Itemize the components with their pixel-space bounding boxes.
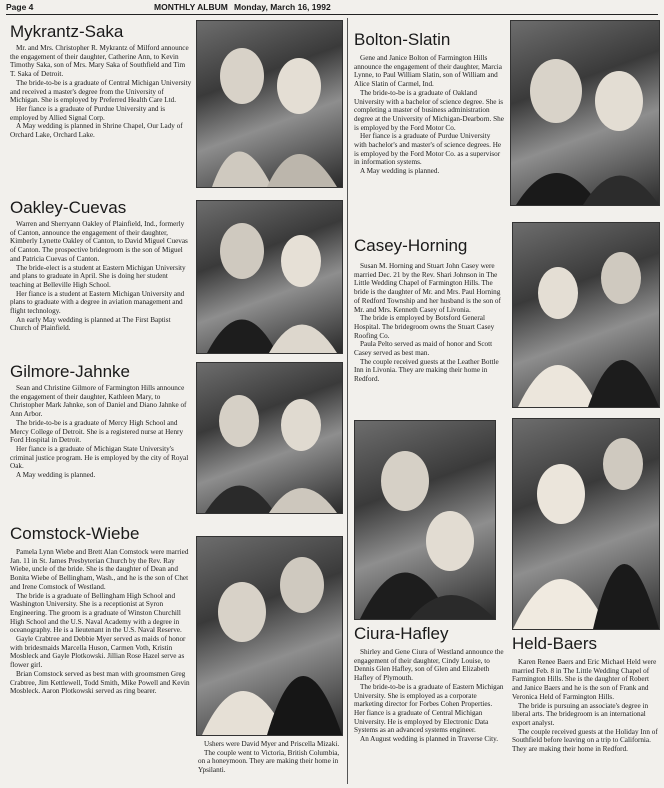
section-name: MONTHLY ALBUM	[154, 2, 228, 12]
paragraph: Her fiance is a student at Eastern Michigan University and plans to graduate with a degree in aviation management and flight technology.	[10, 289, 185, 316]
comstock-wiebe-text	[10, 548, 192, 784]
column-divider	[347, 18, 348, 784]
bolton-slatin-heading: Bolton-Slatin	[354, 30, 451, 49]
mykrantz-saka-photo	[196, 20, 343, 188]
ciura-hafley-photo	[354, 420, 496, 620]
paragraph: The bride-to-be is a graduate of Eastern Michigan University. She is employed as a corporate marketing director for Forbes Cohen Properties. Her fiance is a graduate of Central Michigan University. He is employed by Electronic Data Systems as an advanced systems engineer.	[354, 682, 504, 735]
paragraph: Her fiance is a graduate of Purdue University with bachelor's and master's of science degrees. He is employed by the Ford Motor Co. as a supervisor in information systems.	[354, 132, 502, 167]
bolton-slatin-text	[354, 54, 504, 214]
paragraph: Sean and Christine Gilmore of Farmington Hills announce the engagement of their daughter, Kathleen Mary, to Christopher Mark Jahnke, son of Daniel and Diano Jahnke of Ann Arbor.	[10, 384, 187, 419]
mykrantz-saka-heading: Mykrantz-Saka	[10, 22, 124, 41]
paragraph: Warren and Sherryann Oakley of Plainfield, Ind., formerly of Canton, announce the engagement of their daughter, Kimberly Lynette Oakley of Canton, to David Miguel Cuevas of Canton. The prospective bridegroom is the son of Miguel and Patricia Cuevas of Canton.	[10, 220, 188, 263]
paragraph: Gayle Crabtree and Debbie Myer served as maids of honor with bridesmaids Marcella Huson, Carmen Voth, Kristin Mosbleck and Gayle Plotkowski. Jillian Rose Hazel serve as flower girl.	[10, 635, 186, 670]
gilmore-jahnke-photo	[196, 362, 343, 514]
gilmore-jahnke-text	[10, 384, 194, 514]
comstock-wiebe-heading: Comstock-Wiebe	[10, 524, 140, 543]
paragraph: The couple received guests at the Leather Bottle Inn in Livonia. They are making their home in Redford.	[354, 357, 499, 384]
held-baers-text	[512, 658, 658, 784]
paragraph: Mr. and Mrs. Christopher R. Mykrantz of Milford announce the engagement of their daughter, Catherine Ann, to Kevin Timothy Saka, son of Mrs. Mary Saka of Southfield and Tim T. Saka of Detroit.	[10, 44, 189, 79]
ciura-hafley-text	[354, 648, 504, 784]
held-baers-photo	[512, 418, 660, 630]
page-number: Page 4	[6, 2, 34, 12]
bolton-slatin-photo	[510, 20, 660, 206]
casey-horning-text	[354, 262, 506, 412]
paragraph: Shirley and Gene Ciura of Westland announce the engagement of their daughter, Cindy Louise, to Dennis Glen Hafley, son of Glen and Elizabeth Hafley of Plymouth.	[354, 648, 504, 683]
issue-date: Monday, March 16, 1992	[234, 2, 331, 12]
casey-horning-photo	[512, 222, 660, 408]
casey-horning-heading: Casey-Horning	[354, 236, 468, 255]
paragraph: Her fiance is a graduate of Purdue University and is employed by Allied Signal Corp.	[10, 104, 166, 122]
oakley-cuevas-photo	[196, 200, 343, 354]
oakley-cuevas-heading: Oakley-Cuevas	[10, 198, 127, 217]
paragraph: The bride-elect is a student at Eastern Michigan University and plans to graduate in April. She is doing her student teaching at Belleville High School.	[10, 263, 186, 289]
paragraph: Pamela Lynn Wiebe and Brett Alan Comstock were married Jan. 11 in St. James Presbyterian Church by the Rev. Ray Wiebe, uncle of the bride. She is the daughter of Dean and Bonita Wiebe of Bellingham, Wash., and he is the son of Chet and Irene Comstock of Westland.	[10, 548, 189, 591]
paragraph: Paula Pelto served as maid of honor and Scott Casey served as best man.	[354, 340, 493, 358]
paragraph: Susan M. Horning and Stuart John Casey were married Dec. 21 by the Rev. Shari Johnson in The Little Wedding Chapel of Farmington Hills. The bride is the daughter of Mr. and Mrs. Paul Horning of Redford Township and her husband is the son of Mr. and Mrs. Kenneth Casey of Livonia.	[354, 262, 501, 314]
paragraph: Her fiance is a graduate of Michigan State University's criminal justice program. He is employed by the city of Royal Oak.	[10, 444, 189, 471]
paragraph: The bride-to-be is a graduate of Oakland University with a bachelor of science degree. She is completing a master of business administration degree at the University of Michigan-Dearborn. She is employed by the Ford Motor Co.	[354, 88, 504, 132]
gilmore-jahnke-heading: Gilmore-Jahnke	[10, 362, 130, 381]
paragraph: Brian Comstock served as best man with groomsmen Greg Crabtree, Jim Kettlewell, Todd Smith, Mike Powell and Kevin Mosbleck. Aaron Plotkowski served as ring bearer.	[10, 669, 190, 696]
comstock-wiebe-photo	[196, 536, 343, 736]
paragraph: The bride-to-be is a graduate of Mercy High School and Mercy College of Detroit. She is a registered nurse at Henry Ford Hospital in Detroit.	[10, 418, 184, 445]
page-header	[6, 2, 658, 15]
paragraph: Gene and Janice Bolton of Farmington Hills announce the engagement of their daughter, Marcia Lynne, to Paul William Slatin, son of William and Alice Slatin of Carmel, Ind.	[354, 54, 502, 89]
paragraph: An August wedding is planned in Traverse City.	[360, 735, 499, 744]
paragraph: Karen Renee Baers and Eric Michael Held were married Feb. 8 in The Little Wedding Chapel of Farmington Hills. She is the daughter of Robert and Janice Baers and he is the son of Frank and Veronica Held of Farmington Hills.	[512, 658, 657, 701]
paragraph: A May wedding is planned in Shrine Chapel, Our Lady of Orchard Lake, Orchard Lake.	[10, 122, 183, 140]
mykrantz-saka-text	[10, 44, 192, 194]
comstock-wiebe-continued	[198, 740, 344, 784]
paragraph: The bride is employed by Botsford General Hospital. The bridegroom owns the Stuart Casey Roofing Co.	[354, 314, 495, 340]
paragraph: The couple went to Victoria, British Columbia, on a honeymoon. They are making their home in Ypsilanti.	[198, 748, 340, 775]
paragraph: The couple received guests at the Holiday Inn of Southfield before leaving on a trip to California. They are making their home in Redford.	[512, 727, 658, 754]
held-baers-heading: Held-Baers	[512, 634, 598, 653]
paragraph: A May wedding is planned.	[16, 471, 96, 480]
paragraph: The bride is pursuing an associate's degree in liberal arts. The bridegroom is an international export analyst.	[512, 701, 649, 727]
paragraph: Ushers were David Myer and Priscella Mizaki.	[204, 740, 340, 748]
oakley-cuevas-text	[10, 220, 192, 360]
paragraph: A May wedding is planned.	[360, 167, 440, 176]
paragraph: The bride is a graduate of Bellingham High School and Washington University. She is a receptionist at Syron Engineering. The groom is a graduate of Winston Churchill High School and the U.S. Naval Academy with a degree in oceanography. He is a lieutenant in the U.S. Naval Reserve.	[10, 591, 182, 635]
ciura-hafley-heading: Ciura-Hafley	[354, 624, 449, 643]
paragraph: The bride-to-be is a graduate of Central Michigan University and received a master's degree from the University of Michigan. She is employed by Preferred Health Care Ltd.	[10, 78, 192, 105]
paragraph: An early May wedding is planned at The First Baptist Church of Plainfield.	[10, 315, 171, 333]
